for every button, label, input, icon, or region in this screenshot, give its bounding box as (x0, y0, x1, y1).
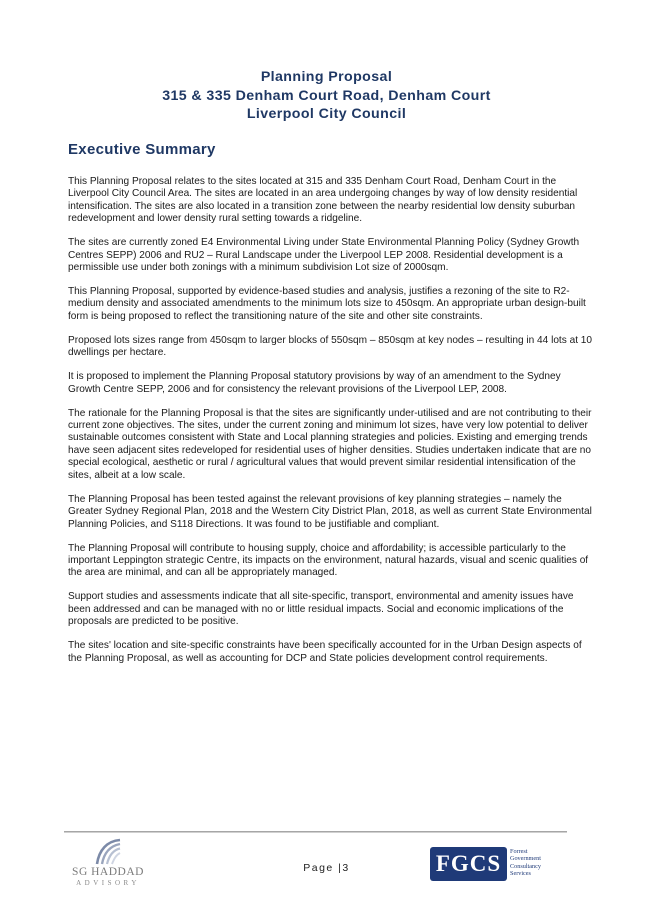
paragraph: Support studies and assessments indicate that all site-specific, transport, environmental and amenity issues have been addressed and can be managed with no or little residual impacts. Social and economic implications of the proposals are predicted to be positive. (68, 591, 574, 628)
page-number: Page |3 (303, 862, 350, 874)
fgcs-logo-sub (510, 848, 555, 878)
fgcs-logo (430, 847, 550, 883)
paragraph: The Planning Proposal has been tested against the relevant provisions of key planning strategies – namely the Greater Sydney Regional Plan, 2018 and the Western City District Plan, 2018, as well as current State Environmental Planning Policies, and S118 Directions. It was found to be justifiable and compliant. (68, 493, 592, 530)
body-text (68, 176, 593, 677)
paragraph: Proposed lots sizes range from 450sqm to larger blocks of 550sqm – 850sqm at key nodes – resulting in 44 lots at 10 dwellings per hectare. (68, 334, 593, 359)
fgcs-logo-box (430, 847, 507, 881)
title-line-1: Planning Proposal (260, 69, 393, 85)
fgcs-logo-sub-line: Government (510, 855, 541, 863)
paragraph: The rationale for the Planning Proposal is that the sites are significantly under-utilised and are not contributing to their current zone objectives. The sites, under the current zoning and minimum lot sizes, have very low potential to deliver sustainable outcomes consistent with State and Local planning strategies and policies. Existing and emerging trends have seen adjacent sites redeveloped for residential uses of higher densities. Studies undertaken indicate that are no special ecological, aesthetic or rural / agricultural values that would prevent similar residential intensification of the sites, albeit at a low scale. (68, 407, 592, 481)
fgcs-logo-sub-line: Consultancy (510, 862, 541, 870)
title-line-2: 315 & 335 Denham Court Road, Denham Court (162, 87, 491, 104)
section-heading: Executive Summary (68, 141, 216, 158)
paragraph: This Planning Proposal, supported by evidence-based studies and analysis, justifies a rezoning of the site to R2-medium density and associated amendments to the minimum lots size to 450sqm. An appropriate urban design-built form is being proposed to reflect the transitioning nature of the site and other site constraints. (68, 286, 586, 322)
paragraph: The Planning Proposal will contribute to housing supply, choice and affordability; is accessible particularly to the important Leppington strategic Centre, its impacts on the environment, natural hazards, visual and scenic qualities of the area are minimal, and can all be appropriately managed. (68, 542, 589, 579)
sg-haddad-logo-sub: ADVISORY (76, 879, 140, 887)
fgcs-logo-text: FGCS (435, 851, 502, 876)
fgcs-logo-sub-line: Forrest (510, 848, 528, 855)
paragraph: The sites are currently zoned E4 Environmental Living under State Environmental Planning Policy (Sydney Growth Centres SEPP) 2006 and RU2 – Rural Landscape under the Liverpool LEP 2008. Residential development is a permissible use under both zonings with a minimum subdivision Lot size of 2000sqm. (68, 237, 580, 274)
title-line-3: Liverpool City Council (246, 106, 407, 122)
document-title-block (0, 68, 653, 124)
sg-haddad-logo-name: SG HADDAD (72, 866, 144, 878)
paragraph: The sites' location and site-specific constraints have been specifically accounted for in the Urban Design aspects of the Planning Proposal, as well as accounting for DCP and State policies development control requirements. (68, 640, 582, 664)
paragraph: It is proposed to implement the Planning Proposal statutory provisions by way of an amendment to the Sydney Growth Centre SEPP, 2006 and for consistency the relevant provisions of the Liverpool LEP, 2008. (68, 371, 561, 395)
paragraph: This Planning Proposal relates to the sites located at 315 and 335 Denham Court Road, Denham Court in the Liverpool City Council Area. The sites are located in an area undergoing changes by way of low density residential intensification. The sites are also located in a transition zone between the nearby residential low density suburban redevelopment and lower density rural setting towards a ridgeline. (68, 176, 578, 225)
footer-divider (64, 831, 567, 833)
fgcs-logo-sub-line: Services (510, 870, 531, 878)
